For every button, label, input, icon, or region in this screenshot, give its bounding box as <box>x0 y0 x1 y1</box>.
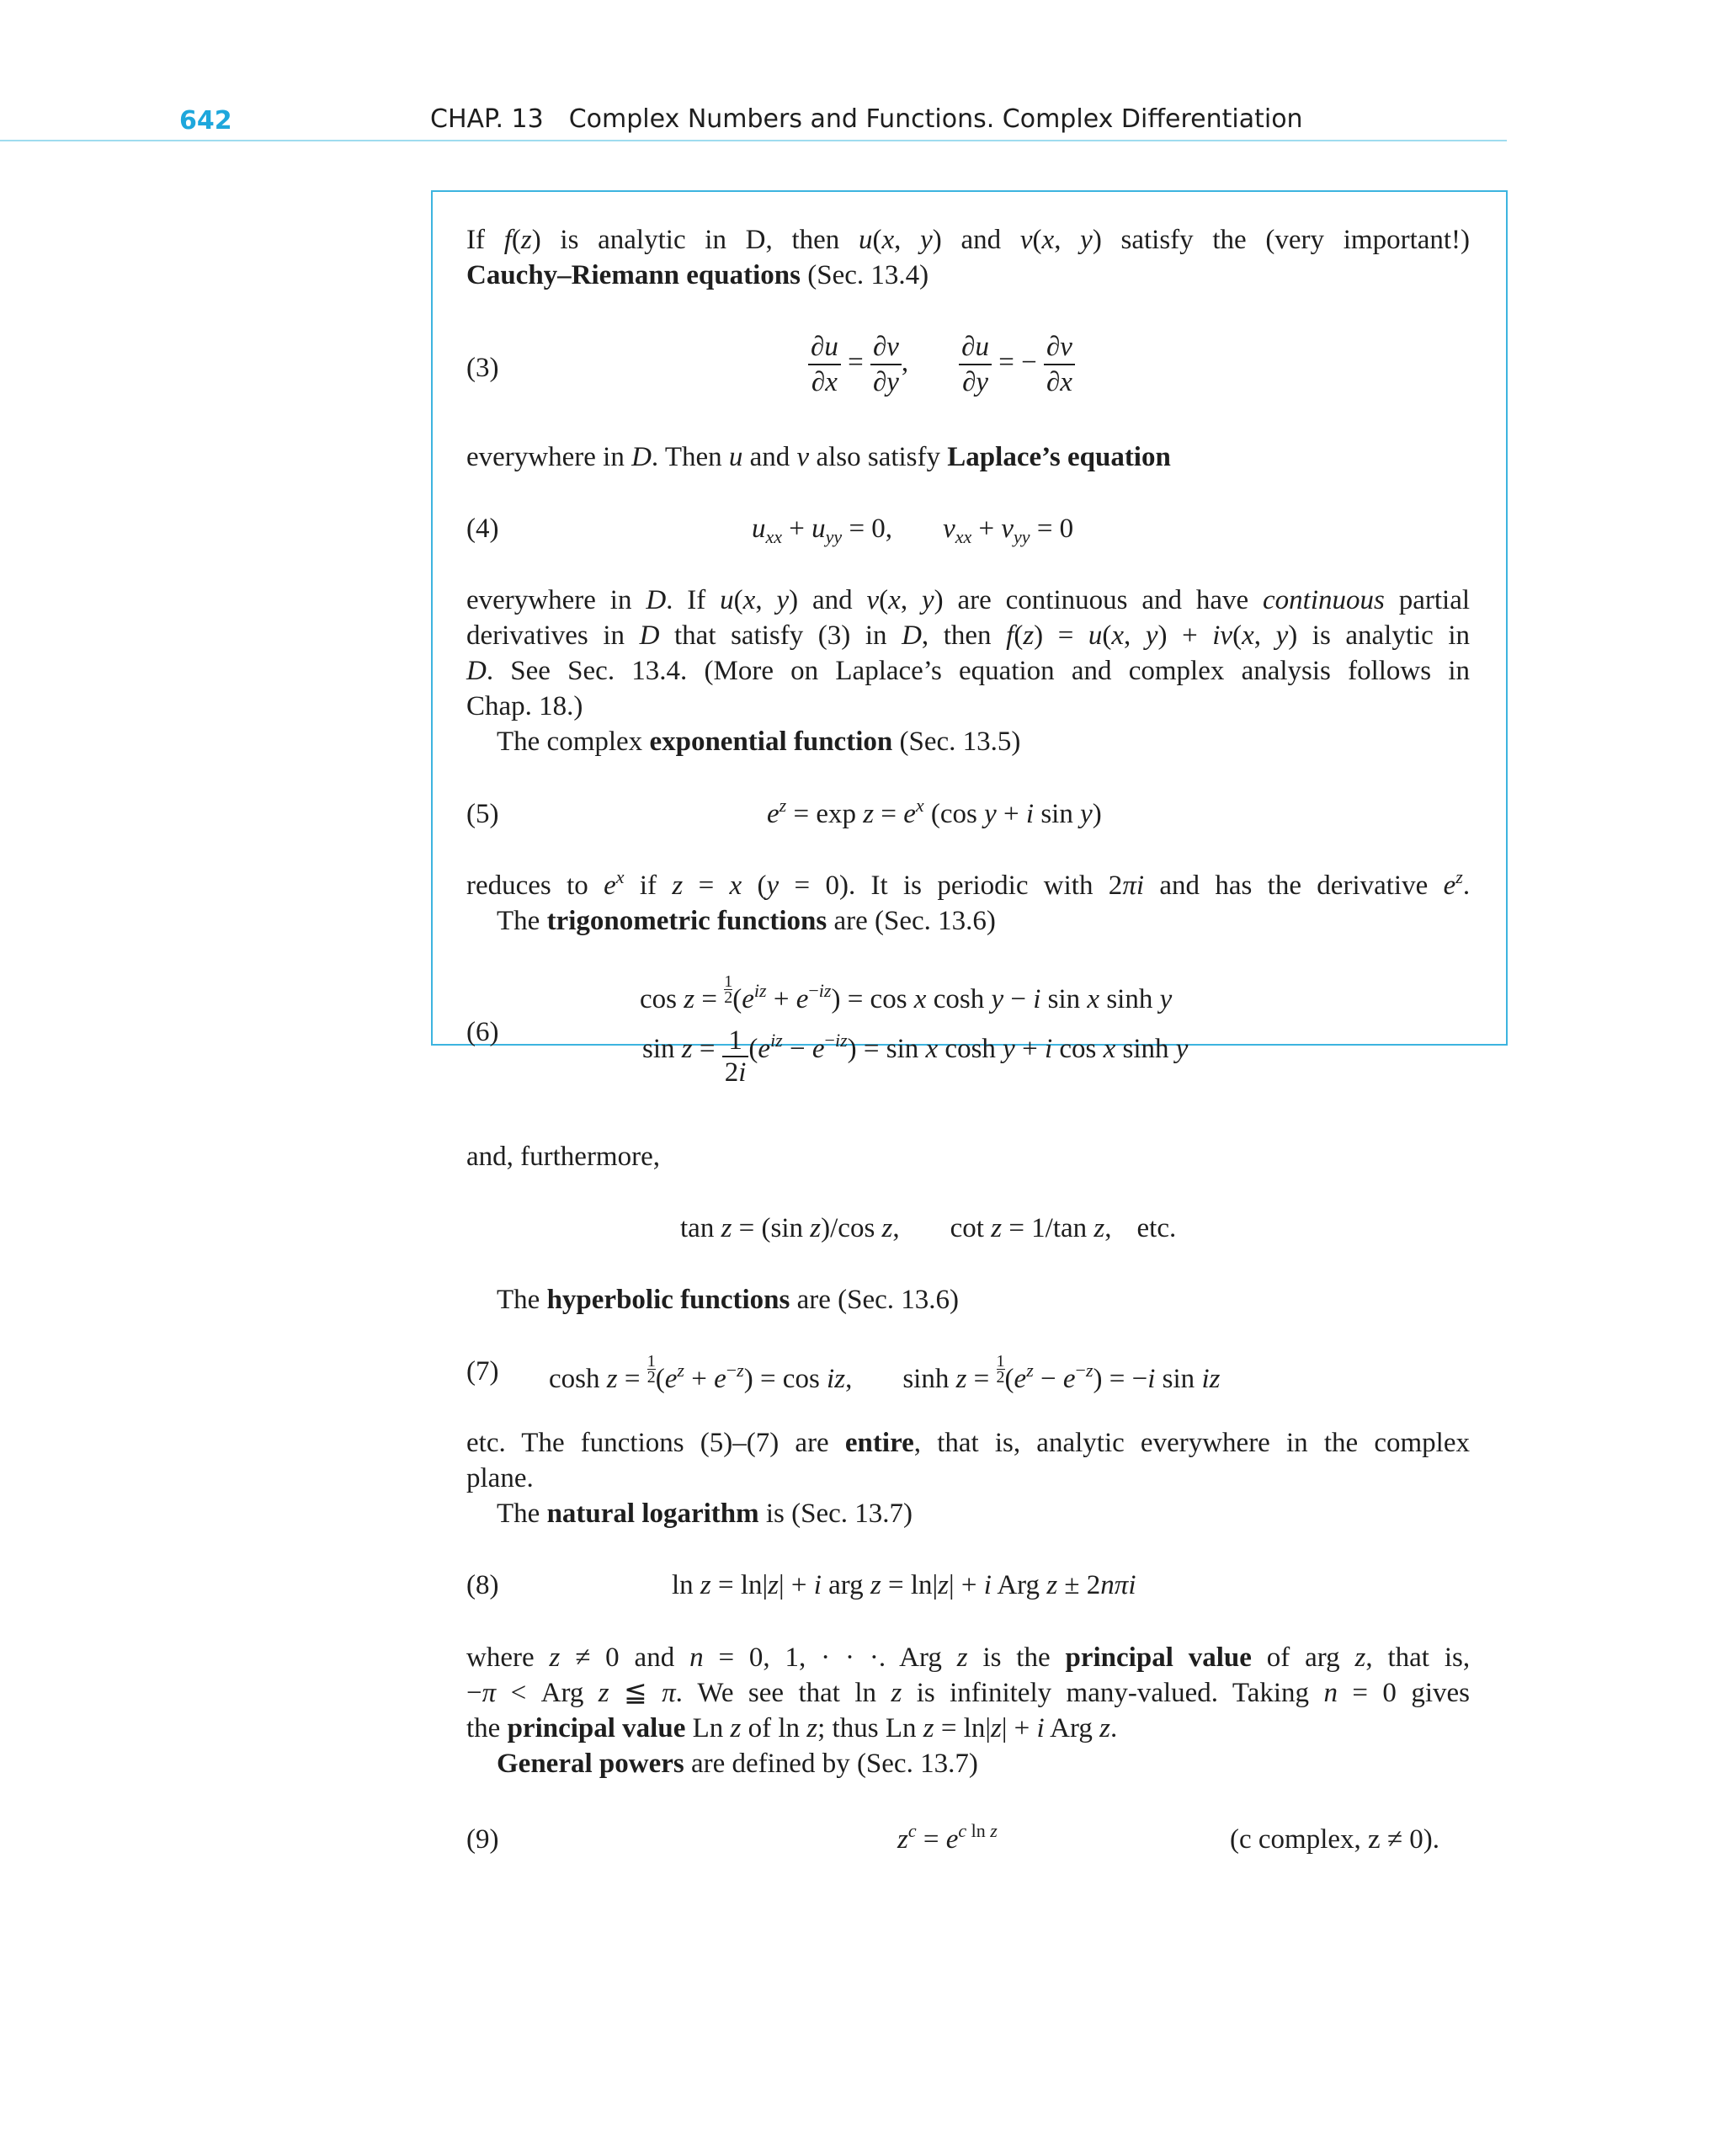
text-line: where z ≠ 0 and n = 0, 1, · · ·. Arg z is the principal value of arg z, that is, <box>466 1642 1471 1673</box>
equation-tan-cot: tan z = (sin z)/cos z, cot z = 1/tan z, etc. <box>680 1213 1177 1243</box>
text-line: Cauchy–Riemann equations (Sec. 13.4) <box>466 260 929 290</box>
text-line: the principal value Ln z of ln z; thus Ln z = ln|z| + i Arg z. <box>466 1713 1118 1743</box>
text-line: The complex exponential function (Sec. 13.5) <box>497 727 1021 757</box>
text-line: General powers are defined by (Sec. 13.7) <box>497 1749 978 1779</box>
equation-number: (4) <box>466 514 499 544</box>
text-line: and, furthermore, <box>466 1142 660 1172</box>
equation-number: (3) <box>466 353 499 383</box>
running-header <box>0 101 1507 141</box>
chapter-label: CHAP. 13 <box>430 104 544 134</box>
equation-hyperbolic: cosh z = $\frac{1}{2}$ $(e^z + e^{-z}) = \cos$ iz, sinh z = $\frac{1}{2}$ $(e^z - e^{-z}) = -i$ sin iz <box>549 1352 1221 1394</box>
text-line: The trigonometric functions are (Sec. 13.6) <box>497 906 996 936</box>
text-line: The hyperbolic functions are (Sec. 13.6) <box>497 1285 960 1315</box>
equation-number: (7) <box>466 1356 499 1387</box>
equation-number: (6) <box>466 1017 499 1047</box>
equation-logarithm: ln z = ln|z| + i arg z = ln|z| + i Arg z ± 2nπi <box>672 1570 1136 1600</box>
equation-number: (5) <box>466 799 499 829</box>
chapter-title: Complex Numbers and Functions. Complex Differentiation <box>568 104 1303 134</box>
text-line: plane. <box>466 1463 534 1493</box>
equation-number: (9) <box>466 1824 499 1855</box>
running-head <box>430 104 1303 134</box>
text-line: If f(z) is analytic in D, then u(x, y) and v(x, y) satisfy the (very important!) <box>466 225 1471 255</box>
equation-cosine: cos z = $\frac{1}{2}$ $(e^{iz} + e^{-iz}) = \cos x$ cosh y − i sin x sinh y <box>640 972 1173 1014</box>
text-line: etc. The functions (5)–(7) are entire, that is, analytic everywhere in the complex <box>466 1428 1470 1458</box>
equation-number: (8) <box>466 1570 499 1600</box>
equation-laplace: $u_{xx} + u_{yy} = 0$, $v_{xx} + v_{yy} = 0$ <box>752 514 1074 547</box>
text-line: derivatives in D that satisfy (3) in D, then f(z) = u(x, y) + iv(x, y) is analytic in <box>466 620 1471 651</box>
text-line: The natural logarithm is (Sec. 13.7) <box>497 1499 913 1529</box>
text-line: D. See Sec. 13.4. (More on Laplace’s equation and complex analysis follows in <box>466 656 1470 686</box>
equation-cauchy-riemann: $\frac{\partial u}{\partial x}$ = $\frac{\partial v}{\partial y}$ , $\frac{\partial u}{\partial y}$ = − $\frac{\partial v}{\partial x}$ <box>808 330 1075 399</box>
text-line: everywhere in D. Then u and v also satisfy Laplace’s equation <box>466 442 1171 472</box>
text-line: Chap. 18.) <box>466 691 583 721</box>
equation-sine: sin z = $\frac{1}{2i}$ $(e^{iz} - e^{-iz}) = \sin x$ cosh y + i cos x sinh y <box>642 1025 1189 1088</box>
page-number: 642 <box>179 106 232 136</box>
equation-condition: (c complex, z ≠ 0). <box>1230 1824 1440 1855</box>
text-line: everywhere in D. If u(x, y) and v(x, y) are continuous and have continuous partial <box>466 585 1471 615</box>
equation-exponential: $e^z = \exp z = e^x$ (cos y + i sin y) <box>767 795 1102 829</box>
equation-general-power: $z^c = e^{c ln z}$ <box>897 1820 998 1855</box>
text-line: reduces to $e^x$ if z = x (y = 0). It is periodic with 2πi and has the derivative $e^z$. <box>466 866 1471 901</box>
text-line: −π < Arg z ≦ π. We see that ln z is infinitely many-valued. Taking n = 0 gives <box>466 1678 1470 1708</box>
